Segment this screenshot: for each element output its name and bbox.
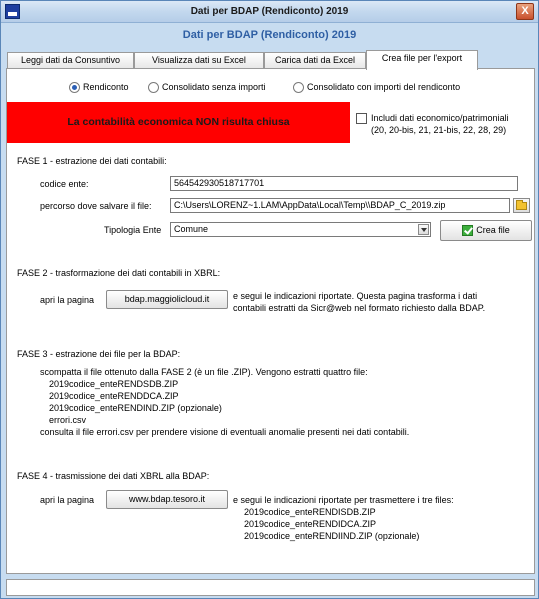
radio-selected-indicator xyxy=(69,82,80,93)
fase3-line: consulta il file errori.csv per prendere visione di eventuali anomalie presenti nei dati contabili. xyxy=(40,427,410,437)
checkbox-label-line2: (20, 20-bis, 21, 21-bis, 22, 28, 29) xyxy=(371,125,507,135)
checkbox-box[interactable] xyxy=(356,113,367,124)
warning-banner: La contabilità economica NON risulta chiusa xyxy=(7,102,350,143)
status-bar xyxy=(6,579,535,596)
fase3-line: 2019codice_enteRENDDCA.ZIP xyxy=(49,391,179,401)
tipologia-ente-label: Tipologia Ente xyxy=(104,225,162,235)
fase4-file: 2019codice_enteRENDIDCA.ZIP xyxy=(244,519,377,529)
bdap-tesoro-link-button[interactable]: www.bdap.tesoro.it xyxy=(106,490,228,509)
percorso-label: percorso dove salvare il file: xyxy=(40,201,152,211)
percorso-input[interactable]: C:\Users\LORENZ~1.LAM\AppData\Local\Temp\\BDAP_C_2019.zip xyxy=(170,198,510,213)
codice-ente-label: codice ente: xyxy=(40,179,89,189)
title-bar[interactable] xyxy=(1,1,538,23)
fase4-file: 2019codice_enteRENDISDB.ZIP xyxy=(244,507,376,517)
checkbox-label xyxy=(371,112,535,136)
radio-rendiconto[interactable] xyxy=(69,82,129,95)
fase4-title: FASE 4 - trasmissione dei dati XBRL alla BDAP: xyxy=(17,471,210,481)
tab-visualizza-excel[interactable]: Visualizza dati su Excel xyxy=(134,52,264,69)
window-title: Dati per BDAP (Rendiconto) 2019 xyxy=(190,6,349,17)
radio-indicator xyxy=(293,82,304,93)
tab-crea-file[interactable]: Crea file per l'export xyxy=(366,50,478,70)
radio-label: Consolidato senza importi xyxy=(162,82,266,92)
fase4-file: 2019codice_enteRENDIIND.ZIP (opzionale) xyxy=(244,531,420,541)
fase2-title: FASE 2 - trasformazione dei dati contabili in XBRL: xyxy=(17,268,221,278)
chevron-down-icon[interactable] xyxy=(418,224,429,235)
fase4-description-line: e segui le indicazioni riportate per trasmettere i tre files: xyxy=(233,495,454,505)
bdap-maggioli-link-button[interactable]: bdap.maggiolicloud.it xyxy=(106,290,228,309)
fase3-instructions xyxy=(40,366,409,438)
radio-label: Rendiconto xyxy=(83,82,129,92)
checkbox-label-line1: Includi dati economico/patrimoniali xyxy=(371,113,509,123)
radio-consolidato-senza-importi[interactable] xyxy=(148,82,266,95)
tab-panel xyxy=(6,68,535,574)
checkmark-icon xyxy=(462,225,473,236)
fase4-description xyxy=(233,494,454,542)
fase1-title: FASE 1 - estrazione dei dati contabili: xyxy=(17,156,167,166)
crea-file-button[interactable] xyxy=(440,220,532,241)
fase2-description-line: contabili estratti da Sicr@web nel formato richiesto dalla BDAP. xyxy=(233,303,486,313)
codice-ente-input[interactable]: 564542930518717701 xyxy=(170,176,518,191)
radio-indicator xyxy=(148,82,159,93)
fase4-apri-label: apri la pagina xyxy=(40,495,95,505)
folder-icon xyxy=(516,202,527,210)
tab-leggi-dati[interactable]: Leggi dati da Consuntivo xyxy=(7,52,134,69)
fase3-title: FASE 3 - estrazione dei file per la BDAP: xyxy=(17,349,181,359)
crea-file-label: Crea file xyxy=(476,225,510,235)
radio-label: Consolidato con importi del rendiconto xyxy=(307,82,461,92)
fase2-description xyxy=(233,290,485,314)
fase2-apri-label: apri la pagina xyxy=(40,295,95,305)
tab-carica-excel[interactable]: Carica dati da Excel xyxy=(264,52,366,69)
fase3-line: 2019codice_enteRENDIND.ZIP (opzionale) xyxy=(49,403,222,413)
radio-consolidato-con-importi[interactable] xyxy=(293,82,461,95)
fase2-description-line: e segui le indicazioni riportate. Questa pagina trasforma i dati xyxy=(233,291,478,301)
fase3-line: scompatta il file ottenuto dalla FASE 2 (è un file .ZIP). Vengono estratti quattro file: xyxy=(40,367,368,377)
fase3-line: 2019codice_enteRENDSDB.ZIP xyxy=(49,379,179,389)
page-title: Dati per BDAP (Rendiconto) 2019 xyxy=(182,29,357,41)
fase3-line: errori.csv xyxy=(49,415,87,425)
browse-folder-button[interactable] xyxy=(513,198,530,213)
close-button[interactable]: X xyxy=(516,3,534,20)
tipologia-ente-select[interactable] xyxy=(170,222,431,237)
tipologia-ente-value: Comune xyxy=(174,224,209,234)
